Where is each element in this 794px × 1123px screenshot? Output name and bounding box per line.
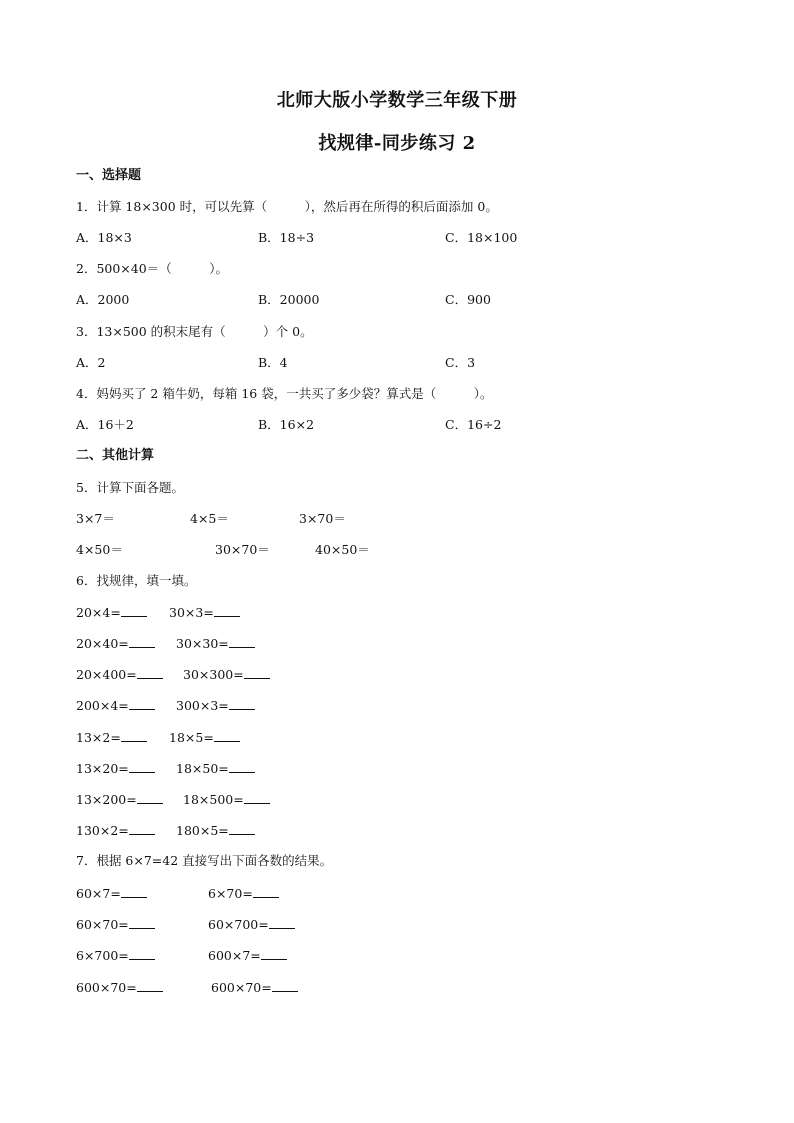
question-6-item: 20×400= bbox=[76, 666, 163, 683]
question-6-item: 18×50= bbox=[176, 760, 255, 777]
page-title: 北师大版小学数学三年级下册 bbox=[276, 90, 518, 111]
answer-blank[interactable] bbox=[129, 697, 155, 710]
answer-blank[interactable] bbox=[269, 916, 295, 929]
answer-blank[interactable] bbox=[229, 635, 255, 648]
question-5-item: 3×7＝ bbox=[76, 511, 115, 526]
question-7-item: 600×70= bbox=[211, 979, 298, 996]
answer-blank[interactable] bbox=[214, 729, 240, 742]
question-7-item: 60×70= bbox=[76, 916, 155, 933]
answer-blank[interactable] bbox=[229, 822, 255, 835]
answer-blank[interactable] bbox=[129, 947, 155, 960]
answer-blank[interactable] bbox=[261, 947, 287, 960]
answer-blank[interactable] bbox=[229, 760, 255, 773]
answer-blank[interactable] bbox=[137, 666, 163, 679]
question-4-stem: 4．妈妈买了 2 箱牛奶，每箱 16 袋，一共买了多少袋？算式是（ ）。 bbox=[76, 386, 493, 401]
section-calc-heading: 二、其他计算 bbox=[76, 448, 155, 463]
question-1-option-b: B．18÷3 bbox=[258, 230, 315, 245]
question-5-item: 30×70＝ bbox=[215, 542, 270, 557]
question-7-item: 6×70= bbox=[208, 885, 279, 902]
question-7-item: 600×7= bbox=[208, 947, 287, 964]
question-1-option-c: C．18×100 bbox=[445, 230, 518, 245]
question-3-stem: 3．13×500 的积末尾有（ ）个 0。 bbox=[76, 324, 313, 339]
question-7-item: 6×700= bbox=[76, 947, 155, 964]
question-2-option-b: B．20000 bbox=[258, 292, 320, 307]
question-1-option-a: A．18×3 bbox=[76, 230, 132, 245]
answer-blank[interactable] bbox=[121, 885, 147, 898]
question-6-item: 20×40= bbox=[76, 635, 155, 652]
answer-blank[interactable] bbox=[214, 604, 240, 617]
question-6-item: 30×3= bbox=[169, 604, 240, 621]
question-5-item: 3×70＝ bbox=[299, 511, 346, 526]
question-2-stem: 2．500×40＝（ ）。 bbox=[76, 261, 228, 276]
question-3-option-c: C．3 bbox=[445, 355, 476, 370]
question-7-stem: 7．根据 6×7=42 直接写出下面各数的结果。 bbox=[76, 853, 333, 868]
question-6-item: 180×5= bbox=[176, 822, 255, 839]
question-6-item: 18×5= bbox=[169, 729, 240, 746]
answer-blank[interactable] bbox=[229, 697, 255, 710]
answer-blank[interactable] bbox=[129, 760, 155, 773]
question-6-item: 13×20= bbox=[76, 760, 155, 777]
question-6-item: 13×200= bbox=[76, 791, 163, 808]
answer-blank[interactable] bbox=[129, 916, 155, 929]
question-3-option-b: B．4 bbox=[258, 355, 288, 370]
question-7-item: 600×70= bbox=[76, 979, 163, 996]
question-6-item: 30×30= bbox=[176, 635, 255, 652]
question-3-option-a: A．2 bbox=[76, 355, 106, 370]
question-6-item: 130×2= bbox=[76, 822, 155, 839]
answer-blank[interactable] bbox=[121, 604, 147, 617]
question-5-item: 40×50＝ bbox=[315, 542, 370, 557]
answer-blank[interactable] bbox=[272, 979, 298, 992]
question-6-item: 200×4= bbox=[76, 697, 155, 714]
answer-blank[interactable] bbox=[137, 791, 163, 804]
question-5-item: 4×5＝ bbox=[190, 511, 229, 526]
answer-blank[interactable] bbox=[129, 822, 155, 835]
question-6-item: 18×500= bbox=[183, 791, 270, 808]
answer-blank[interactable] bbox=[244, 791, 270, 804]
question-6-stem: 6．找规律，填一填。 bbox=[76, 573, 197, 588]
answer-blank[interactable] bbox=[129, 635, 155, 648]
question-2-option-a: A．2000 bbox=[76, 292, 130, 307]
answer-blank[interactable] bbox=[121, 729, 147, 742]
question-2-option-c: C．900 bbox=[445, 292, 491, 307]
question-4-option-b: B．16×2 bbox=[258, 417, 315, 432]
question-6-item: 300×3= bbox=[176, 697, 255, 714]
page-subtitle: 找规律-同步练习 2 bbox=[318, 133, 476, 154]
answer-blank[interactable] bbox=[244, 666, 270, 679]
question-5-item: 4×50＝ bbox=[76, 542, 123, 557]
question-4-option-a: A．16＋2 bbox=[76, 417, 134, 432]
question-7-item: 60×7= bbox=[76, 885, 147, 902]
question-5-stem: 5．计算下面各题。 bbox=[76, 480, 184, 495]
question-6-item: 30×300= bbox=[183, 666, 270, 683]
section-choice-heading: 一、选择题 bbox=[76, 168, 142, 183]
question-4-option-c: C．16÷2 bbox=[445, 417, 502, 432]
question-6-item: 13×2= bbox=[76, 729, 147, 746]
answer-blank[interactable] bbox=[137, 979, 163, 992]
question-6-item: 20×4= bbox=[76, 604, 147, 621]
question-7-item: 60×700= bbox=[208, 916, 295, 933]
question-1-stem: 1．计算 18×300 时，可以先算（ ），然后再在所得的积后面添加 0。 bbox=[76, 199, 498, 214]
answer-blank[interactable] bbox=[253, 885, 279, 898]
